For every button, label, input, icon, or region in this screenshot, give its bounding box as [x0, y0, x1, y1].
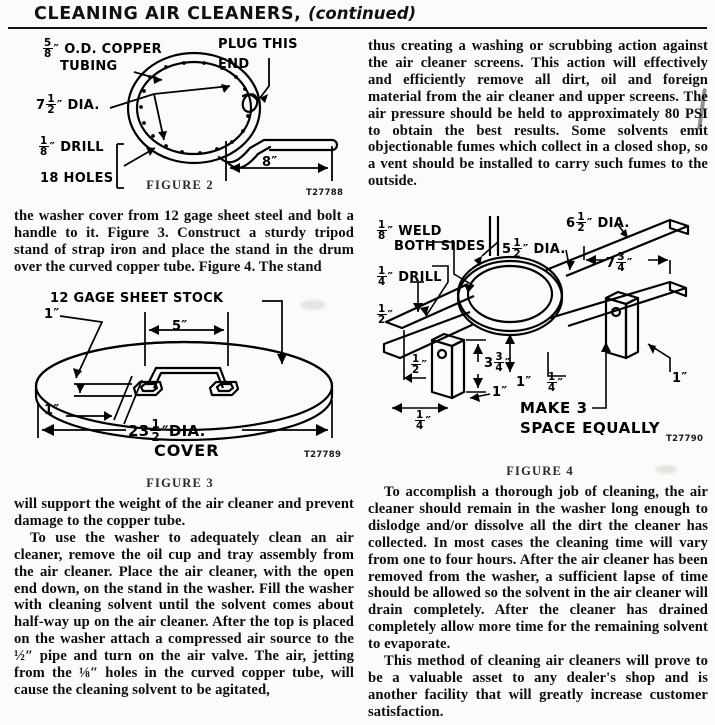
header-divider-rule: [8, 27, 707, 29]
figure-4-label-dia-5-5: 5 $\frac{1}{2}$ ″ DIA.: [502, 237, 566, 261]
figure-4-label-one-inch-c: 1″: [672, 371, 688, 386]
left-column-text-top: [14, 208, 354, 276]
figure-4-label-make-3: MAKE 3: [520, 399, 588, 417]
figure-4-label-dia-6-5: 6 $\frac{1}{2}$ ″ DIA.: [566, 211, 630, 235]
fraction-one-quarter: $\frac{1}{4}$: [416, 409, 424, 433]
right-paragraph-3: This method of cleaning air cleaners will prove to be a valuable asset to any dealer's shop and is another facility that will greatly increase customer satisfaction.: [368, 653, 708, 720]
figure-3: [14, 292, 354, 477]
figure-3-caption: FIGURE 3: [146, 476, 214, 490]
fraction-one-eighth: $\frac{1}{8}$: [378, 219, 386, 243]
figure-4: [370, 212, 715, 462]
right-column-text-top: [368, 38, 708, 190]
figure-2-label-tubing: TUBING: [60, 59, 118, 74]
right-column-text-bottom: [368, 484, 708, 721]
figure-2-label-od-copper: $\frac{5}{8}$ ″ O.D. COPPER: [44, 37, 162, 61]
fraction-one-half: $\frac{1}{2}$: [378, 303, 386, 327]
figure-3-label-handle-width: 5″: [172, 319, 188, 334]
figure-2-caption: FIGURE 2: [146, 178, 214, 192]
figure-3-label-cover: COVER: [154, 441, 220, 460]
fraction-one-half: $\frac{1}{2}$: [47, 93, 55, 117]
left-paragraph-1: the washer cover from 12 gage sheet steel and bolt a handle to it. Figure 3. Construct a sturdy tripod stand of strap iron and place the stand in the drum over the curved copper tube. Figure 4. The stand: [14, 208, 354, 275]
figure-4-part-number: T27790: [666, 434, 704, 444]
figure-4-label-weld: $\frac{1}{8}$ ″ WELD: [378, 219, 442, 243]
fraction-three-quarters: $\frac{3}{4}$: [617, 251, 625, 275]
figure-3-label-stock: 12 GAGE SHEET STOCK: [50, 291, 224, 306]
figure-4-label-dim-7-3-4: 7 $\frac{3}{4}$ ″: [606, 251, 633, 275]
left-paragraph-3: To use the washer to adequately clean an air cleaner, remove the oil cup and tray assembly from the air cleaner. Place the air cleaner, with the open end down, on the stand in the washer. Fill the washer with cleaning solvent until the solvent comes about half-way up on the air cleaner. After the top is placed on the washer attach a compressed air source to the ½″ pipe and turn on the air valve. The air, jetting from the ⅛″ holes in the curved copper tube, will cause the cleaning solvent to be agitated,: [14, 529, 354, 698]
figure-2-label-holes: 18 HOLES: [40, 171, 114, 186]
right-paragraph-2: To accomplish a thorough job of cleaning, the air cleaner should remain in the washer long enough to dislodge and/or dissolve all the dirt the cleaner has collected. In most cases the cleaning time will vary from one to four hours. After the air cleaner has been removed from the washer, a sufficient lapse of time should be allowed so the solvent in the air cleaner will drain completely. After the cleaner has drained completely allow more time for the remaining solvent to evaporate.: [368, 484, 708, 653]
figure-4-label-dim-3-3-4: 3 $\frac{3}{4}$ ″: [484, 351, 511, 375]
figure-4-label-quarter-mid: $\frac{1}{4}$ ″: [548, 371, 564, 395]
fraction-one-half: $\frac{1}{2}$: [412, 353, 420, 377]
figure-2-label-drill: $\frac{1}{8}$ ″ DRILL: [40, 135, 104, 159]
figure-3-label-one-inch-lower: 1″: [44, 403, 60, 418]
page-title-main: CLEANING AIR CLEANERS,: [34, 4, 302, 24]
figure-2-part-number: T27788: [306, 188, 344, 198]
fraction-one-eighth: $\frac{1}{8}$: [40, 135, 48, 159]
figure-2-label-plug-line2: END: [218, 57, 250, 72]
figure-2-label-plug-line1: PLUG THIS: [218, 37, 298, 52]
left-column-text-bottom: [14, 496, 354, 699]
fraction-one-quarter: $\frac{1}{4}$: [378, 265, 386, 289]
figure-2: [14, 36, 354, 201]
figure-4-label-one-inch-a: 1″: [492, 385, 508, 400]
left-paragraph-2: will support the weight of the air cleaner and prevent damage to the copper tube.: [14, 496, 354, 529]
figure-4-label-quarter-bottom: $\frac{1}{4}$ ″: [416, 409, 432, 433]
figure-4-label-weld-both-sides: BOTH SIDES: [394, 239, 486, 254]
figure-2-label-length: 8″: [262, 155, 278, 170]
figure-3-label-diameter: 23 $\frac{1}{2}$ ″DIA.: [128, 417, 206, 444]
fraction-one-quarter: $\frac{1}{4}$: [548, 371, 556, 395]
figure-4-label-space-equally: SPACE EQUALLY: [520, 419, 661, 437]
figure-4-label-half-top: $\frac{1}{2}$ ″: [378, 303, 394, 327]
page-title-continued: (continued): [308, 4, 417, 23]
figure-3-part-number: T27789: [304, 450, 342, 460]
page-title: [34, 4, 416, 24]
fraction-five-eighths: $\frac{5}{8}$: [44, 37, 52, 61]
fraction-one-half: $\frac{1}{2}$: [577, 211, 585, 235]
figure-2-label-dia: 7 $\frac{1}{2}$ ″ DIA.: [36, 93, 100, 117]
figure-4-label-one-inch-b: 1″: [516, 375, 532, 390]
figure-3-label-one-inch-upper: 1″: [44, 307, 60, 322]
fraction-one-half: $\frac{1}{2}$: [513, 237, 521, 261]
figure-4-label-drill: $\frac{1}{4}$ ″ DRILL: [378, 265, 442, 289]
page-header: [0, 0, 715, 30]
figure-4-label-half-left: $\frac{1}{2}$ ″: [412, 353, 428, 377]
scan-smudge: [655, 465, 677, 474]
fraction-three-quarters: $\frac{3}{4}$: [495, 351, 503, 375]
fraction-one-half: $\frac{1}{2}$: [151, 417, 161, 444]
figure-4-caption: FIGURE 4: [506, 464, 574, 478]
right-paragraph-1: thus creating a washing or scrubbing action against the air cleaner screens. This action will effectively and efficiently remove all dirt, oil and foreign material from the air cleaner and upper screens. The air pressure should be held to approximately 80 PSI to obtain the best results. Some solvents emit objectionable fumes which collect in a closed shop, so a vent should be installed to carry such fumes to the outside.: [368, 38, 708, 190]
